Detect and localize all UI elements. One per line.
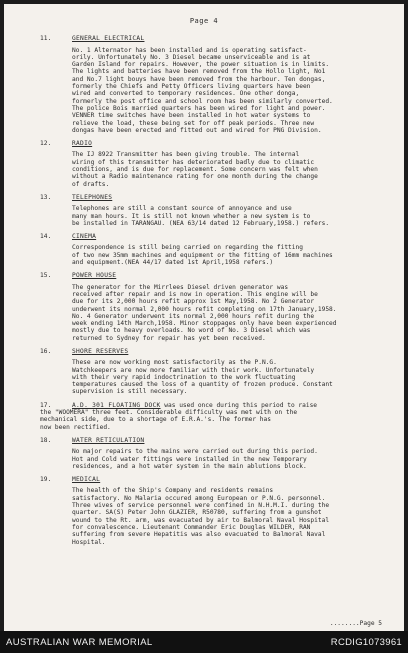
section-body: No major repairs to the mains were carried out during this period. Hot and Cold water fittings were installed in the new Temporary residences, and a hot water system in the main ablutions block. [72, 448, 318, 470]
section-body: The health of the Ship's Company and residents remains satisfactory. No Malaria occured among European or P.N.G. personnel. Three wives of service personnel were confined in N.H.M.I. during the quarter. SA(S) Peter John GLAZIER, R50780, suffering from a gunshot wound to the Rt. arm, was evacuated by air to Balmoral Naval Hospital for convalescence. Lieutenant Commander Eric Douglas WILDER, RAN suffering from severe Hepatitis was also evacuated to Balmoral Naval Hospital. [72, 487, 330, 546]
archive-footer [0, 631, 408, 653]
section-number: 18. [40, 436, 52, 444]
section-heading [20, 140, 388, 147]
section-body: No. 1 Alternator has been installed and is operating satisfact- orily. Unfortunately No. 3 Diesel became unserviceable and is at Garden Island for repairs. However, the power situation is in limits. The lights and batteries have been removed from the Hollo light, No1 and No.7 light bouys have been removed from the harbour. Ten dongas, formerly the Chiefs and Petty Officers living quarters have been wired and converted to temporary residences. One other donga, formerly the post office and school room has been similarly converted. The police Bois married quarters has been wired for light and power. VENNER time switches have been installed in hot water systems to relieve the load, these being set for off peak periods. Three new dongas have been erected and fitted out and wired for PNG Division. [72, 46, 333, 134]
section-heading [20, 437, 388, 444]
section-title: CINEMA [72, 233, 97, 241]
section-body: was used once during this period to raise the "WOOMERA" three feet. Considerable difficulty was met with on the mechanical side, due to a shortage of E.R.A.'s. The former has now been rectified. [40, 401, 318, 431]
section-heading [20, 272, 388, 279]
section-body: Telephones are still a constant source of annoyance and use many man hours. It is still not known whether a new system is to be installed in TARANGAU. (NEA 63/14 dated 12 February,1958.) refers. [72, 205, 330, 227]
section-7 [20, 402, 388, 431]
section-1 [20, 35, 388, 134]
section-title: WATER RETICULATION [72, 436, 145, 444]
section-body: Correspondence is still being carried on regarding the fitting of two new 35mm machines and equipment or the fitting of 16mm machines and equipment.(NEA 44/17 dated 1st April,1958 refers.) [72, 244, 333, 267]
section-title: TELEPHONES [72, 193, 113, 201]
section-number: 12. [40, 140, 52, 148]
section-3 [20, 194, 388, 227]
section-title: SHORE RESERVES [72, 347, 129, 355]
section-number: 17. [40, 401, 52, 409]
page-title: Page 4 [189, 17, 219, 25]
section-body: The IJ 8922 Transmitter has been giving trouble. The internal wiring of this transmitter has deteriorated badly due to climatic conditions, and is due for replacement. Some concern was felt when without a Radio maintenance rating for one month during the change of drafts. [72, 151, 318, 188]
section-8 [20, 437, 388, 470]
section-number: 13. [40, 193, 52, 201]
section-4 [20, 233, 388, 266]
section-9 [20, 476, 388, 546]
section-number: 16. [40, 347, 52, 355]
sections-container [20, 35, 388, 546]
section-heading [20, 35, 388, 42]
section-title: GENERAL ELECTRICAL [72, 35, 145, 43]
section-body: The generator for the Mirrlees Diesel driven generator was received after repair and is now in operation. This engine will be due for its 2,000 hours refit approx 1st May,1958. No 2 Generator underwent its normal 2,000 hours refit completing on 17th January,1958. No. 4 Generator underwent its normal 2,000 hours refit during the week ending 14th March,1958. Minor stoppages only have been experienced mostly due to heavy overloads. No word of No. 3 Diesel which was returned to Sydney for repair has yet been received. [72, 283, 337, 342]
page-continuation: ........Page 5 [329, 619, 382, 627]
section-2 [20, 140, 388, 188]
footer-record-id: RCDIG1073961 [330, 636, 402, 648]
section-number: 14. [40, 233, 52, 241]
section-heading [20, 233, 388, 240]
document-page [4, 4, 404, 631]
section-number: 11. [40, 35, 52, 43]
section-number: 15. [40, 272, 52, 280]
section-title: A.D. 301 FLOATING DOCK [72, 401, 161, 409]
section-6 [20, 348, 388, 396]
section-title: RADIO [72, 140, 93, 148]
section-title: MEDICAL [72, 476, 101, 484]
section-5 [20, 272, 388, 342]
section-body: These are now working most satisfactorily as the P.N.G. Watchkeepers are now more familiar with their work. Unfortunately with their very rapid indoctrination to the work fluctuating temperatures caused the loss of a quantity of frozen produce. Constant supervision is still necessary. [72, 359, 333, 396]
section-inline-paragraph [40, 402, 380, 431]
section-heading [20, 194, 388, 201]
section-heading [20, 348, 388, 355]
footer-institution: AUSTRALIAN WAR MEMORIAL [6, 636, 153, 648]
section-heading [20, 476, 388, 483]
section-title: POWER HOUSE [72, 272, 117, 280]
section-number: 19. [40, 476, 52, 484]
